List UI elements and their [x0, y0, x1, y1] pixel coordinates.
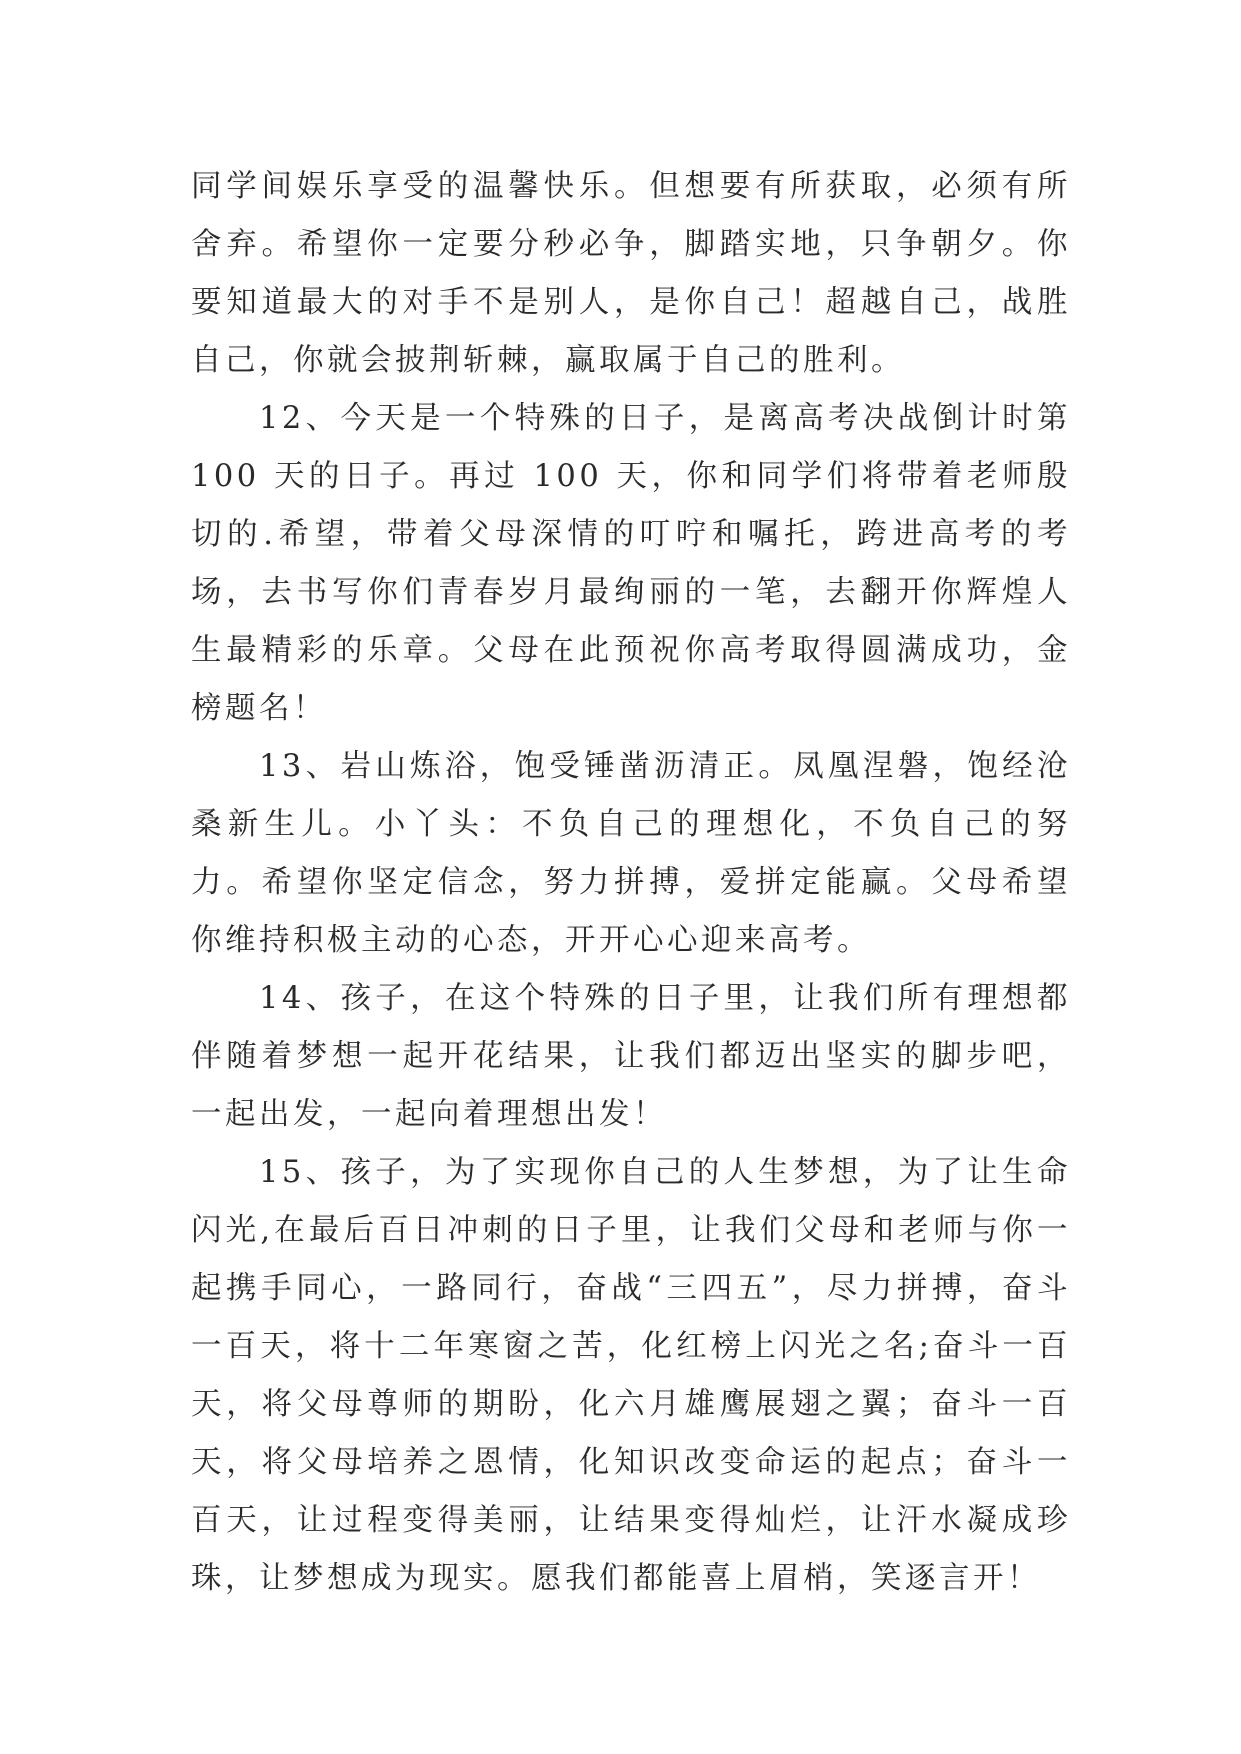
paragraph-item-14: 14、孩子，在这个特殊的日子里，让我们所有理想都伴随着梦想一起开花结果，让我们都迈出坚实的脚步吧，一起出发，一起向着理想出发！: [191, 981, 1071, 1132]
paragraph-item-13: 13、岩山炼浴，饱受锤凿沥清正。凤凰涅磐，饱经沧桑新生儿。小丫头：不负自己的理想化，不负自己的努力。希望你坚定信念，努力拼搏，爱拼定能赢。父母希望你维持积极主动的心态，开开心心迎来高考。: [191, 749, 1071, 958]
paragraph-continuation: 同学间娱乐享受的温馨快乐。但想要有所获取，必须有所舍弃。希望你一定要分秒必争，脚踏实地，只争朝夕。你要知道最大的对手不是别人，是你自己！超越自己，战胜自己，你就会披荆斩棘，赢取属于自己的胜利。: [191, 169, 1071, 378]
paragraph-item-12: 12、今天是一个特殊的日子，是离高考决战倒计时第 100 天的日子。再过 100 天，你和同学们将带着老师殷切的.希望，带着父母深情的叮咛和嘱托，跨进高考的考场，去书写你们青春岁月最绚丽的一笔，去翻开你辉煌人生最精彩的乐章。父母在此预祝你高考取得圆满成功，金榜题名！: [191, 401, 1071, 726]
paragraph-item-15: 15、孩子，为了实现你自己的人生梦想，为了让生命闪光,在最后百日冲刺的日子里，让我们父母和老师与你一起携手同心，一路同行，奋战“三四五”，尽力拼搏，奋斗一百天，将十二年寒窗之苦，化红榜上闪光之名;奋斗一百天，将父母尊师的期盼，化六月雄鹰展翅之翼；奋斗一百天，将父母培养之恩情，化知识改变命运的起点；奋斗一百天，让过程变得美丽，让结果变得灿烂，让汗水凝成珍珠，让梦想成为现实。愿我们都能喜上眉梢，笑逐言开！: [191, 1155, 1071, 1596]
document-body: [191, 158, 1071, 1608]
